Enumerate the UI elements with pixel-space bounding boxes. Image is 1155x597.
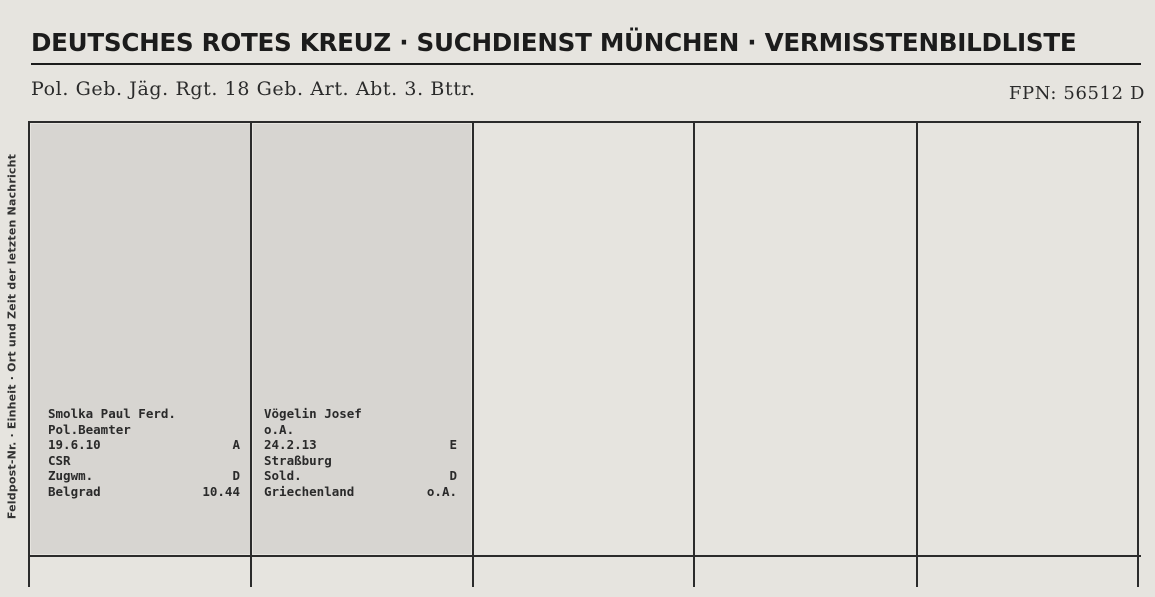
code-letter: D xyxy=(449,468,457,484)
grid-col-line xyxy=(693,121,695,587)
person-name: Smolka Paul Ferd. xyxy=(48,406,176,421)
missing-person-card-1 xyxy=(48,406,240,500)
grid-col-line xyxy=(472,121,474,587)
side-caption: Feldpost-Nr. · Einheit · Ort und Zeit der letzten Nachricht xyxy=(5,153,19,520)
last-known-place: Belgrad xyxy=(48,483,101,499)
birth-date: 24.2.13 xyxy=(264,437,317,453)
birthplace: Straßburg xyxy=(264,452,332,468)
missing-person-card-2 xyxy=(264,406,457,500)
person-occupation: o.A. xyxy=(264,421,295,437)
field-post-number: FPN: 56512 D xyxy=(1008,83,1145,104)
birthplace: CSR xyxy=(48,452,71,468)
grid-col-line xyxy=(28,121,30,587)
grid-top-line xyxy=(28,121,1141,123)
unit-designation: Pol. Geb. Jäg. Rgt. 18 Geb. Art. Abt. 3. Bttr. xyxy=(31,78,476,100)
grid-row-line xyxy=(28,555,1141,557)
page-title: DEUTSCHES ROTES KREUZ · SUCHDIENST MÜNCHEN · VERMISSTENBILDLISTE xyxy=(31,28,1077,57)
military-rank: Sold. xyxy=(264,468,302,484)
grid-col-line xyxy=(250,121,252,587)
birth-date: 19.6.10 xyxy=(48,437,101,453)
military-rank: Zugwm. xyxy=(48,468,94,484)
code-letter: D xyxy=(232,468,240,484)
last-known-place: Griechenland xyxy=(264,483,355,499)
grid-col-line xyxy=(916,121,918,587)
grid-col-line xyxy=(1137,121,1139,587)
code-letter: A xyxy=(232,437,240,453)
last-known-date: o.A. xyxy=(426,483,457,499)
code-letter: E xyxy=(449,437,457,453)
last-known-date: 10.44 xyxy=(202,483,240,499)
person-name: Vögelin Josef xyxy=(264,406,362,421)
person-occupation: Pol.Beamter xyxy=(48,421,131,437)
